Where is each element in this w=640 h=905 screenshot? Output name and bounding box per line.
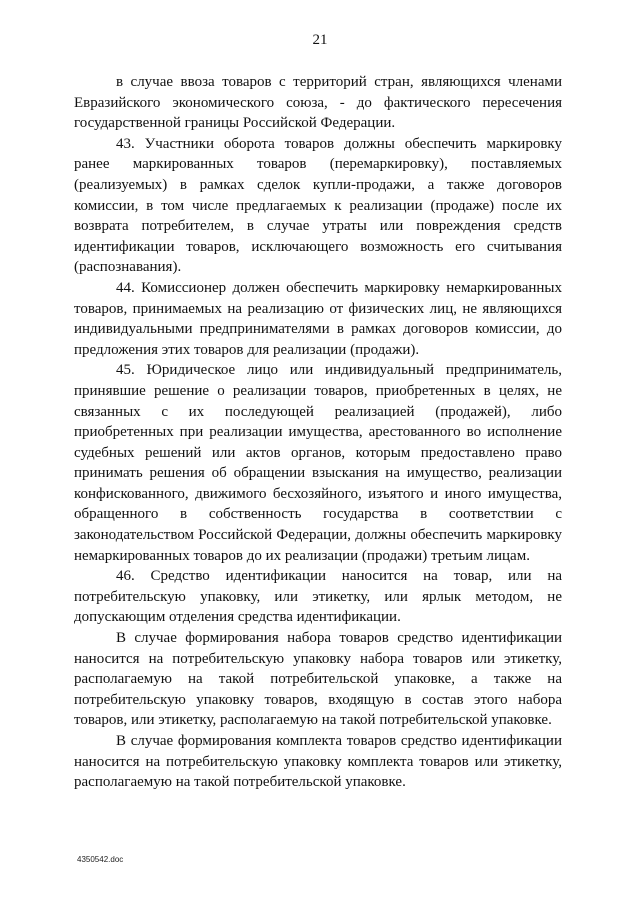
paragraph-kit-of-goods: В случае формирования комплекта товаров средство идентификации наносится на потребительскую упаковку комплекта товаров или этикетку, располагаемую на такой потребительской упаковке. <box>74 733 562 791</box>
paragraph-44: 44. Комиссионер должен обеспечить маркировку немаркированных товаров, принимаемых на реализацию от физических лиц, не являющихся индивидуальными предпринимателями в рамках договоров комиссии, до предложения этих товаров для реализации (продажи). <box>74 279 562 358</box>
document-body <box>74 72 562 793</box>
paragraph-set-of-goods: В случае формирования набора товаров средство идентификации наносится на потребительскую упаковку набора товаров или этикетку, располагаемую на такой потребительской упаковке, а также на потребительскую упаковку товаров, входящую в состав этого набора товаров, или этикетку, располагаемую на такой потребительской упаковке. <box>74 630 562 729</box>
page-number: 21 <box>312 32 328 48</box>
paragraph-43: 43. Участники оборота товаров должны обеспечить маркировку ранее маркированных товаров (перемаркировку), поставляемых (реализуемых) в рамках сделок купли-продажи, а также договоров комиссии, в том числе предлагаемых к реализации (продаже) после их возврата потребителем, в случае утраты или повреждения средств идентификации товаров, исключающего возможность его считывания (распознавания). <box>74 135 562 276</box>
paragraph-46: 46. Средство идентификации наносится на товар, или на потребительскую упаковку, или этикетку, или ярлык методом, не допускающим отделения средства идентификации. <box>74 568 562 626</box>
document-file-id: 4350542.doc <box>77 855 124 864</box>
paragraph-45: 45. Юридическое лицо или индивидуальный предприниматель, принявшие решение о реализации товаров, приобретенных в целях, не связанных с их последующей реализацией (продажей), либо приобретенных при реализации имущества, арестованного во исполнение судебных решений или актов органов, которым предоставлено право принимать решения об обращении взыскания на имущество, реализации конфискованного, движимого бесхозяйного, изъятого и иного имущества, обращенного в собственность государства в соответствии с законодательством Российской Федерации, должны обеспечить маркировку немаркированных товаров до их реализации (продажи) третьим лицам. <box>74 362 562 564</box>
paragraph-continuation: в случае ввоза товаров с территорий стран, являющихся членами Евразийского экономического союза, - до фактического пересечения государственной границы Российской Федерации. <box>74 74 562 132</box>
